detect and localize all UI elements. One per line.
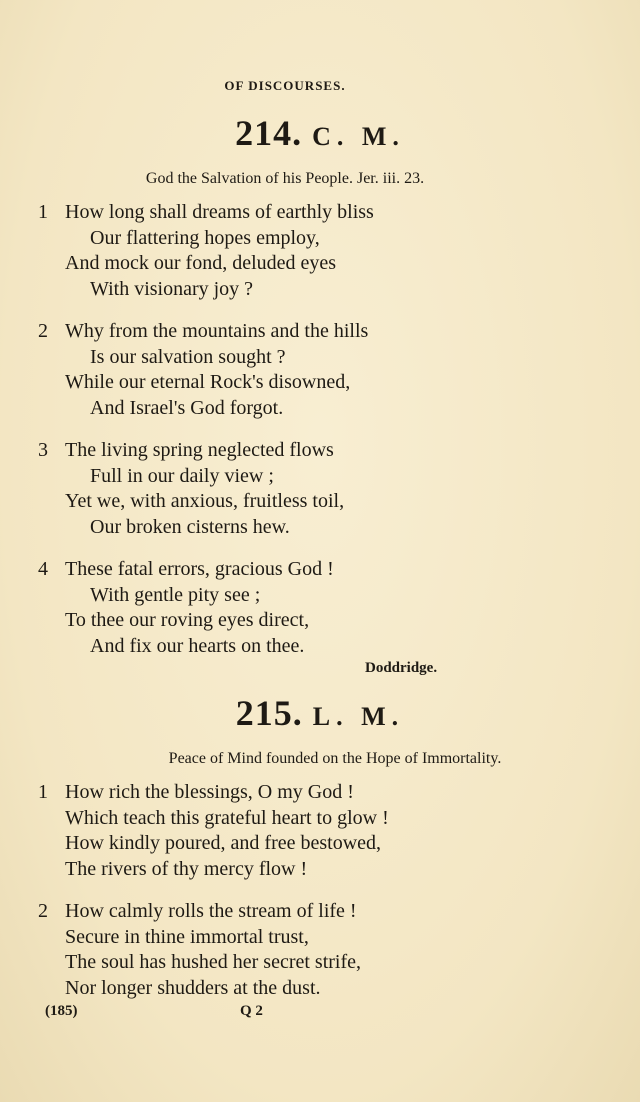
verse-line: How kindly poured, and free bestowed, [65,832,382,854]
verse-line: How long shall dreams of earthly bliss [65,201,374,223]
verse-line: These fatal errors, gracious God ! [65,558,334,580]
hymn-number: 214. [235,113,303,153]
verse-line: Our flattering hopes employ, [90,226,320,249]
verse-line: With gentle pity see ; [90,583,261,606]
verse-line: Full in our daily view ; [90,464,274,487]
verse-line: Our broken cisterns hew. [90,515,290,538]
hymn-214-subtitle: God the Salvation of his People. Jer. iii. 23. [145,170,425,187]
hymn-214-stanza-3 [38,438,518,540]
verse-line: To thee our roving eyes direct, [65,609,310,631]
verse-line: And mock our fond, deluded eyes [65,252,337,274]
hymn-214-stanza-2 [38,319,518,421]
stanza-number: 2 [38,320,48,342]
stanza-number: 1 [38,201,48,223]
hymn-meter: C. M. [312,122,405,151]
verse-line: Yet we, with anxious, fruitless toil, [65,490,345,512]
verse-line: Nor longer shudders at the dust. [65,976,321,999]
stanza-number: 2 [38,900,48,922]
hymn-meter: L. M. [312,702,405,731]
verse-line: And fix our hearts on thee. [90,634,305,657]
verse-line: How calmly rolls the stream of life ! [65,900,357,922]
verse-line: Is our salvation sought ? [90,345,286,368]
verse-line: And Israel's God forgot. [90,396,284,419]
hymn-215-title [0,692,640,734]
stanza-number: 4 [38,558,48,580]
hymn-214-title [0,112,640,154]
verse-line: Which teach this grateful heart to glow ! [65,806,389,829]
hymn-214-stanza-4 [38,557,518,659]
running-head: OF DISCOURSES. [224,78,346,93]
stanza-number: 3 [38,439,48,461]
signature-mark: Q 2 [240,1003,263,1019]
verse-line: Secure in thine immortal trust, [65,925,309,948]
verse-line: With visionary joy ? [90,277,254,300]
hymn-215-stanza-1 [38,780,518,882]
verse-line: While our eternal Rock's disowned, [65,371,351,393]
verse-line: How rich the blessings, O my God ! [65,781,354,803]
hymn-214-stanza-1 [38,200,518,302]
hymn-215-subtitle: Peace of Mind founded on the Hope of Immortality. [168,750,502,767]
verse-line: The living spring neglected flows [65,439,334,461]
stanza-number: 1 [38,781,48,803]
verse-line: The rivers of thy mercy flow ! [65,857,308,880]
verse-line: The soul has hushed her secret strife, [65,951,362,973]
page-number: (185) [45,1003,78,1019]
hymn-author: Doddridge. [365,660,438,676]
hymn-number: 215. [235,693,303,733]
hymn-215-stanza-2 [38,899,518,1001]
verse-line: Why from the mountains and the hills [65,320,369,342]
